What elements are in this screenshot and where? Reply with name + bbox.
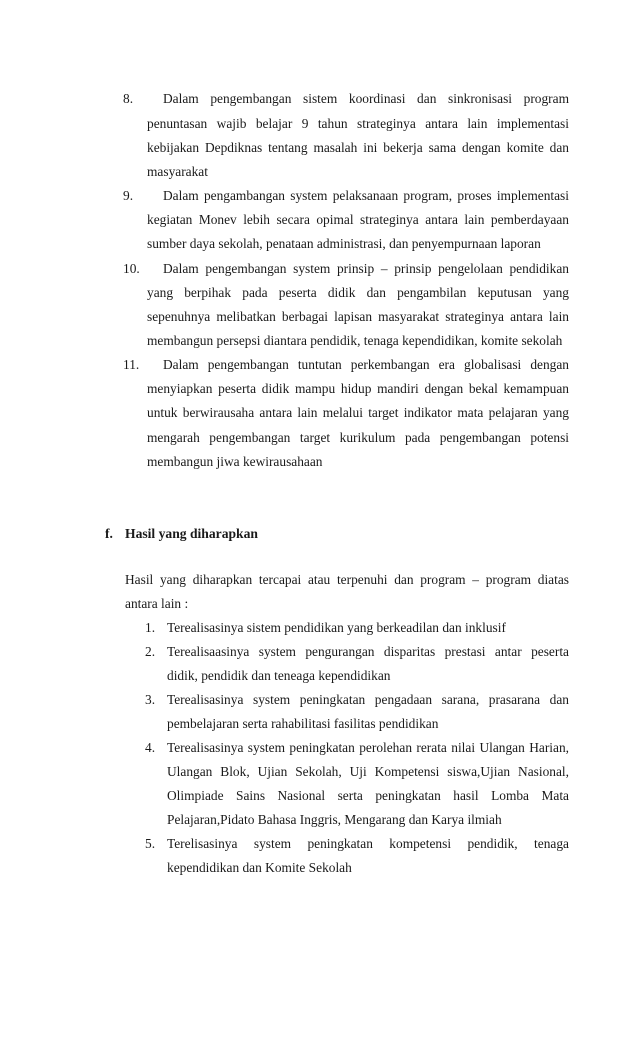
list-item-line: Terealisaasinya system pengurangan disparitas prestasi antar peserta	[167, 644, 569, 659]
list-item-line: membangun persepsi diantara pendidik, tenaga kependidikan, komite sekolah	[147, 333, 563, 348]
list-item-line: Dalam pengembangan sistem koordinasi dan sinkronisasi program	[163, 91, 569, 106]
list-item-line: menyiapkan peserta didik mampu hidup mandiri dengan bekal kemampuan	[147, 381, 569, 396]
list-number: 9.	[123, 188, 134, 203]
list-item-line: Olimpiade Sains Nasional serta peningkatan hasil Lomba Mata	[167, 788, 569, 803]
section-label: f.	[105, 526, 113, 541]
list-number: 11.	[123, 357, 140, 372]
list-item-line: Terealisasinya sistem pendidikan yang berkeadilan dan inklusif	[167, 620, 506, 635]
list-item-line: kegiatan Monev lebih secara opimal strateginya antara lain pemberdayaan	[147, 212, 569, 227]
list-item-line: sepenuhnya melibatkan berbagai lapisan masyarakat strateginya antara lain	[147, 309, 569, 324]
list-item-line: untuk berwirausaha antara lain melalui target indikator mata pelajaran yang	[147, 405, 569, 420]
list-number: 8.	[123, 91, 134, 106]
intro-line: Hasil yang diharapkan tercapai atau terpenuhi dan program – program diatas	[125, 572, 569, 587]
list-item-line: pembelajaran serta rahabilitasi fasilitas pendidikan	[167, 716, 439, 731]
list-item-line: Terealisasinya system peningkatan pengadaan sarana, prasarana dan	[167, 692, 569, 707]
list-number: 2.	[145, 644, 156, 659]
list-item-line: kebijakan Depdiknas tentang masalah ini bekerja sama dengan komite dan	[147, 140, 569, 155]
list-item-line: Dalam pengambangan system pelaksanaan program, proses implementasi	[163, 188, 569, 203]
list-item-line: mengarah pengembangan target kurikulum pada pengembangan potensi	[147, 430, 569, 445]
section-title: Hasil yang diharapkan	[125, 526, 258, 541]
list-item-line: sumber daya sekolah, penataan administrasi, dan penyempurnaan laporan	[147, 236, 541, 251]
list-item-line: Ulangan Blok, Ujian Sekolah, Uji Kompetensi siswa,Ujian Nasional,	[167, 764, 569, 779]
list-number: 5.	[145, 836, 156, 851]
list-item-line: masyarakat	[147, 164, 208, 179]
list-number: 4.	[145, 740, 156, 755]
list-item-line: kependidikan dan Komite Sekolah	[167, 860, 352, 875]
list-item-line: Dalam pengembangan tuntutan perkembangan era globalisasi dengan	[163, 357, 569, 372]
list-item-line: didik, pendidik dan teneaga kependidikan	[167, 668, 391, 683]
list-item-line: Terealisasinya system peningkatan perolehan rerata nilai Ulangan Harian,	[167, 740, 569, 755]
list-item-line: Dalam pengembangan system prinsip – prinsip pengelolaan pendidikan	[163, 261, 569, 276]
list-item-line: yang berpihak pada peserta didik dan pengambilan keputusan yang	[147, 285, 569, 300]
list-number: 10.	[123, 261, 140, 276]
list-number: 1.	[145, 620, 156, 635]
list-item-line: penuntasan wajib belajar 9 tahun strateginya antara lain implementasi	[147, 116, 569, 131]
list-item-line: membangun jiwa kewirausahaan	[147, 454, 323, 469]
intro-line: antara lain :	[125, 596, 189, 611]
list-item-line: Terelisasinya system peningkatan kompetensi pendidik, tenaga	[167, 836, 569, 851]
list-item-line: Pelajaran,Pidato Bahasa Inggris, Mengarang dan Karya ilmiah	[167, 812, 502, 827]
list-number: 3.	[145, 692, 156, 707]
